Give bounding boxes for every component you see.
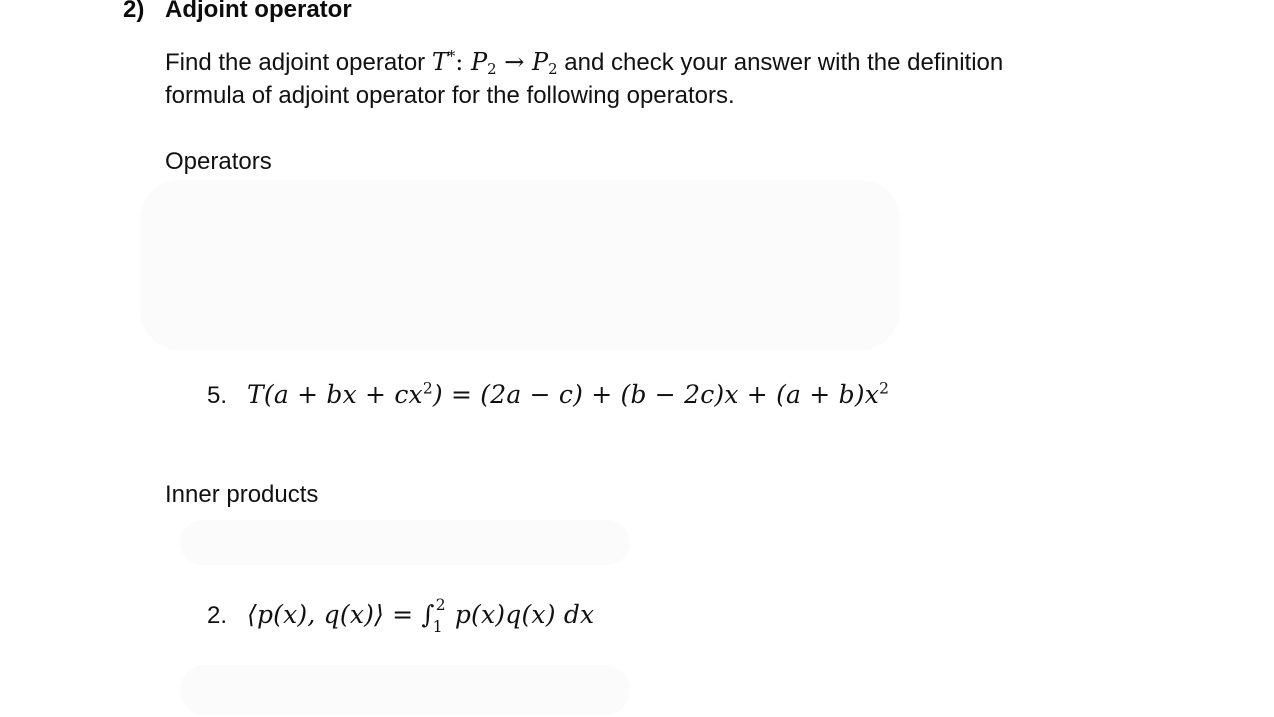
problem-title: Adjoint operator bbox=[165, 0, 352, 23]
intro-line-2: formula of adjoint operator for the following operators. bbox=[165, 82, 735, 109]
inner-product-item bbox=[207, 596, 595, 636]
inner-product-item-number: 2. bbox=[207, 602, 228, 629]
problem-number: 2) bbox=[123, 0, 145, 23]
inner-product-formula: ⟨p(x), q(x)⟩ = ∫ 2 1 p(x)q(x) dx bbox=[247, 596, 595, 636]
intro-suffix: and check your answer with the definition bbox=[557, 49, 1004, 76]
operators-label: Operators bbox=[165, 148, 272, 175]
scan-smudge bbox=[180, 520, 630, 565]
scan-smudge bbox=[140, 180, 900, 350]
intro-line-1 bbox=[165, 45, 1003, 80]
operator-formula: T(a + bx + $cx^2) = (2a - c) + (b - 2c)x + (a + b)x^2$ bbox=[247, 379, 890, 409]
map-symbol: T*: $P_2 \to P_2$ bbox=[431, 46, 558, 79]
operator-item bbox=[207, 380, 889, 410]
scan-smudge bbox=[180, 665, 630, 715]
intro-prefix: Find the adjoint operator bbox=[165, 49, 432, 76]
inner-products-label: Inner products bbox=[165, 481, 319, 508]
operator-item-number: 5. bbox=[207, 382, 228, 409]
